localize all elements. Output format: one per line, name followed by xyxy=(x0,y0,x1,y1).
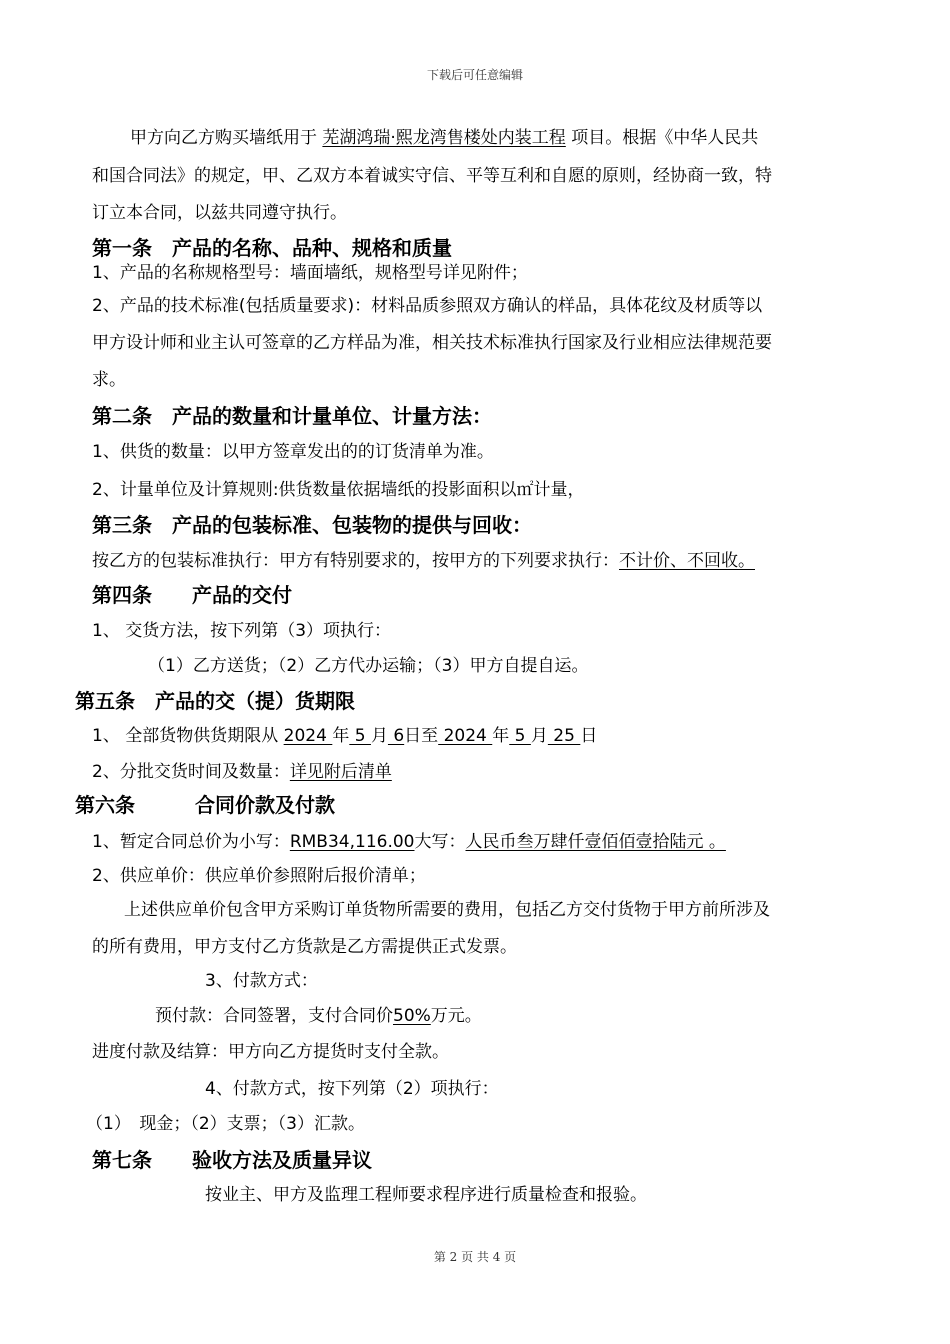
article-3-title: 第三条 产品的包装标准、包装物的提供与回收： xyxy=(92,513,532,537)
article-6-para-1: 上述供应单价包含甲方采购订单货物所需要的费用，包括乙方交付货物于甲方前所涉及 xyxy=(124,900,770,920)
intro-text-pre: 甲方向乙方购买墙纸用于 xyxy=(130,128,317,148)
article-4-item-1: 1、 交货方法，按下列第（3）项执行： xyxy=(92,621,392,641)
day-label-2: 日 xyxy=(580,726,598,746)
article-6-progress-payment: 进度付款及结算：甲方向乙方提货时支付全款。 xyxy=(92,1042,449,1062)
page-footer-number: 第 2 页 共 4 页 xyxy=(433,1250,517,1264)
article-6-item-3: 3、付款方式： xyxy=(205,971,318,991)
start-year: 2024 xyxy=(283,726,333,746)
total-price-words-label: 大写： xyxy=(414,832,466,852)
article-7-title: 第七条 验收方法及质量异议 xyxy=(92,1148,372,1172)
article-5-item-2 xyxy=(92,762,645,782)
intro-line-2: 和国合同法》的规定，甲、乙双方本着诚实守信、平等互利和自愿的原则，经协商一致，特 xyxy=(92,166,772,186)
article-2-item-2-post: 计量， xyxy=(533,480,585,500)
supply-period-label: 1、 全部货物供货期限从 xyxy=(92,726,279,746)
article-1-item-2c: 求。 xyxy=(92,370,126,390)
prepayment-percent: 50% xyxy=(393,1006,431,1026)
article-6-item-4-options: （1） 现金；（2）支票；（3）汇款。 xyxy=(86,1114,365,1134)
end-day: 25 xyxy=(547,726,581,746)
packaging-requirement: 不计价、不回收。 xyxy=(619,551,755,571)
article-2-title: 第二条 产品的数量和计量单位、计量方法： xyxy=(92,404,492,428)
article-7-item-1: 按业主、甲方及监理工程师要求程序进行质量检查和报验。 xyxy=(205,1185,647,1205)
article-1-title: 第一条 产品的名称、品种、规格和质量 xyxy=(92,236,452,260)
article-1-item-2a: 2、产品的技术标准(包括质量要求)：材料品质参照双方确认的样品，具体花纹及材质等以 xyxy=(92,296,763,316)
end-month: 5 xyxy=(509,726,531,746)
page-header-note: 下载后可任意编辑 xyxy=(426,68,523,82)
article-6-item-4: 4、付款方式，按下列第（2）项执行： xyxy=(205,1079,499,1099)
year-label: 年 xyxy=(332,726,350,746)
total-price-words: 人民币叁万肆仟壹佰佰壹拾陆元 。 xyxy=(465,832,726,852)
day-to-label: 日至 xyxy=(404,726,439,746)
article-5-item-1 xyxy=(92,726,597,746)
total-price-label: 1、暂定合同总价为小写： xyxy=(92,832,290,852)
article-3-item-1 xyxy=(92,551,791,571)
start-month: 5 xyxy=(349,726,371,746)
article-2-item-1: 1、供货的数量：以甲方签章发出的的订货清单为准。 xyxy=(92,442,494,462)
intro-line-3: 订立本合同，以兹共同遵守执行。 xyxy=(92,203,347,223)
month-label: 月 xyxy=(370,726,388,746)
article-6-para-2: 的所有费用，甲方支付乙方货款是乙方需提供正式发票。 xyxy=(92,937,517,957)
article-3-item-1-text: 按乙方的包装标准执行：甲方有特别要求的，按甲方的下列要求执行： xyxy=(92,551,619,571)
article-4-title: 第四条 产品的交付 xyxy=(92,583,292,607)
end-year: 2024 xyxy=(438,726,493,746)
total-price-amount: RMB34,116.00 xyxy=(289,832,415,852)
prepayment-unit: 万元。 xyxy=(430,1006,482,1026)
intro-text-post: 项目。根据《中华人民共 xyxy=(571,128,759,148)
article-4-item-2: （1）乙方送货；（2）乙方代办运输；（3）甲方自提自运。 xyxy=(148,656,589,676)
batch-delivery-value: 详见附后清单 xyxy=(289,762,392,782)
article-6-prepayment xyxy=(155,1006,482,1026)
article-6-item-2: 2、供应单价：供应单价参照附后报价清单； xyxy=(92,866,426,886)
article-1-item-2b: 甲方设计师和业主认可签章的乙方样品为准，相关技术标准执行国家及行业相应法律规范要 xyxy=(92,333,772,353)
intro-line-1 xyxy=(130,128,758,148)
article-2-item-2 xyxy=(92,480,585,500)
year-label-2: 年 xyxy=(492,726,510,746)
article-6-item-1 xyxy=(92,832,726,852)
project-name: 芜湖鸿瑞·熙龙湾售楼处内装工程 xyxy=(322,128,566,148)
article-5-title: 第五条 产品的交（提）货期限 xyxy=(75,689,355,713)
article-2-item-2-text: 2、计量单位及计算规则:供货数量依据墙纸的投影面积以㎡ xyxy=(92,480,534,500)
prepayment-text: 预付款：合同签署，支付合同价 xyxy=(155,1006,393,1026)
month-label-2: 月 xyxy=(530,726,548,746)
start-day: 6 xyxy=(387,726,405,746)
article-6-title: 第六条 合同价款及付款 xyxy=(75,793,335,817)
batch-delivery-label: 2、分批交货时间及数量： xyxy=(92,762,290,782)
article-1-item-1: 1、产品的名称规格型号：墙面墙纸，规格型号详见附件； xyxy=(92,263,528,283)
